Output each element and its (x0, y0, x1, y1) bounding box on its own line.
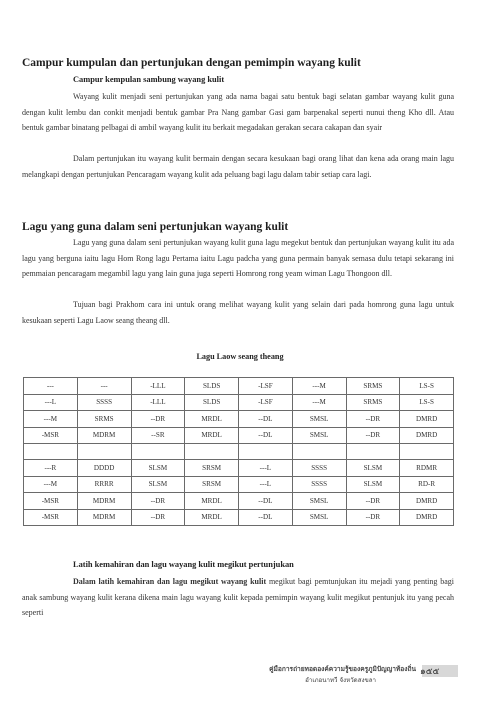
table-cell: SLDS (185, 378, 239, 395)
footer-subtitle: อำเภอนาทวี จังหวัดสงขลา (305, 677, 376, 684)
table-cell: SLSM (346, 476, 400, 493)
table-cell: SMSL (292, 509, 346, 526)
table-cell: SRMS (346, 378, 400, 395)
paragraph-lagu-yang-guna: Lagu yang guna dalam seni pertunjukan wayang kulit guna lagu megekut bentuk dan pertunjukan wayang kulit itu ada lagu yang berguna iaitu lagu Hom Rong lagu Pertama iaitu Lagu padcha yang guna permain banyak semasa dulu tetapi sekarang ini pemmaian pencaragam megambil lagu yang lain guna juga seperti Homrong rong yeam wiman Lagu Thongoon dll. (22, 238, 454, 278)
table-spacer-row (24, 444, 454, 460)
table-row (24, 427, 454, 444)
table-cell: LS-S (400, 378, 454, 395)
paragraph-dalam-pertunjukan: Dalam pertunjukan itu wayang kulit bermain dengan secara kesukaan bagi orang lihat dan kena ada orang main lagu melangkapi dengan pertunjukan Pencaragam wayang kulit ada peluang bagi lagu dalam tabir setiap cara lagi. (22, 154, 454, 179)
table-cell: SMSL (292, 427, 346, 444)
table-cell: SRSM (185, 476, 239, 493)
table-cell: --SR (131, 427, 185, 444)
footer-title: คู่มือการถ่ายทอดองค์ความรู้ของครูภูมิปัญญาท้องถิ่น (269, 665, 416, 673)
table-cell: ---M (24, 411, 78, 428)
table-cell: --DL (239, 411, 293, 428)
table-cell: ---M (292, 394, 346, 411)
table-cell: MRDL (185, 411, 239, 428)
table-cell: SRMS (346, 394, 400, 411)
table-cell: -MSR (24, 427, 78, 444)
table-row (24, 476, 454, 493)
notation-table-body (24, 378, 454, 526)
table-cell: -MSR (24, 493, 78, 510)
subheading-campur-kempulan: Campur kempulan sambung wayang kulit (73, 75, 225, 84)
table-cell: --DL (239, 509, 293, 526)
table-cell: DMRD (400, 493, 454, 510)
section-heading-campur: Campur kumpulan dan pertunjukan dengan pemimpin wayang kulit (22, 57, 361, 69)
table-caption: Lagu Laow seang theang (196, 352, 284, 361)
table-cell: --- (77, 378, 131, 395)
table-cell: SSSS (77, 394, 131, 411)
paragraph-latih (22, 574, 454, 621)
table-row (24, 394, 454, 411)
table-cell: RD-R (400, 476, 454, 493)
table-cell: SSSS (292, 476, 346, 493)
table-cell: SLDS (185, 394, 239, 411)
table-cell: -LLL (131, 394, 185, 411)
table-cell: MDRM (77, 509, 131, 526)
table-cell: SSSS (292, 460, 346, 477)
table-cell: SRSM (185, 460, 239, 477)
table-cell-empty (346, 444, 400, 460)
table-cell-empty (239, 444, 293, 460)
table-cell: ---R (24, 460, 78, 477)
table-cell: DDDD (77, 460, 131, 477)
table-cell-empty (77, 444, 131, 460)
table-cell: ---L (239, 476, 293, 493)
table-cell: --- (24, 378, 78, 395)
table-cell: SLSM (346, 460, 400, 477)
table-cell: ---L (239, 460, 293, 477)
footer (269, 663, 416, 685)
table-cell: ---L (24, 394, 78, 411)
table-cell: --DL (239, 493, 293, 510)
table-cell: SLSM (131, 476, 185, 493)
paragraph-wayang-kulit: Wayang kulit menjadi seni pertunjukan yang ada nama bagai satu bentuk bagi selatan gambar wayang kulit guna dengan kulit lembu dan conkit menjadi bentuk gambar Pra Nang gambar Gasi gam barpenakal seperti nunui theng Kho dll. Atau bentuk gambar binatang pelbagai di ambil wayang kulit itu berkait megadakan gerakan secara cakapan dan syair (22, 92, 454, 132)
table-cell: --DR (346, 509, 400, 526)
table-cell: --DR (131, 411, 185, 428)
page-number: ๑๕๕ (420, 667, 440, 677)
table-cell: RDMR (400, 460, 454, 477)
table-cell: MDRM (77, 427, 131, 444)
table-cell: MRDL (185, 427, 239, 444)
table-cell: ---M (292, 378, 346, 395)
table-cell: SMSL (292, 411, 346, 428)
notation-table (23, 377, 454, 526)
page-number-tab (422, 665, 458, 677)
table-cell: -MSR (24, 509, 78, 526)
table-cell: DMRD (400, 411, 454, 428)
table-cell: RRRR (77, 476, 131, 493)
table-cell: --DR (131, 509, 185, 526)
table-cell-empty (24, 444, 78, 460)
table-row (24, 378, 454, 395)
table-cell: -LLL (131, 378, 185, 395)
section-heading-latih: Latih kemahiran dan lagu wayang kulit megikut pertunjukan (73, 560, 294, 569)
table-cell: --DL (239, 427, 293, 444)
table-cell: DMRD (400, 427, 454, 444)
table-cell-empty (292, 444, 346, 460)
section-heading-lagu: Lagu yang guna dalam seni pertunjukan wayang kulit (22, 221, 289, 233)
table-cell: MDRM (77, 493, 131, 510)
table-cell: LS-S (400, 394, 454, 411)
table-cell: SLSM (131, 460, 185, 477)
paragraph-latih-lead: Dalam latih kemahiran dan lagu megikut wayang kulit (73, 577, 267, 586)
table-cell: -LSF (239, 378, 293, 395)
table-cell: ---M (24, 476, 78, 493)
paragraph-tujuan: Tujuan bagi Prakhom cara ini untuk orang melihat wayang kulit yang selain dari pada homrong guna lagu untuk kesukaan seperti Lagu Laow seang theang dll. (22, 300, 454, 325)
table-row (24, 509, 454, 526)
table-cell: MRDL (185, 493, 239, 510)
table-cell: -LSF (239, 394, 293, 411)
table-cell-empty (400, 444, 454, 460)
table-cell: MRDL (185, 509, 239, 526)
table-row (24, 460, 454, 477)
table-row (24, 411, 454, 428)
table-cell: --DR (346, 493, 400, 510)
table-cell: --DR (131, 493, 185, 510)
table-cell: SMSL (292, 493, 346, 510)
table-cell: --DR (346, 427, 400, 444)
table-cell: SRMS (77, 411, 131, 428)
table-cell: --DR (346, 411, 400, 428)
table-row (24, 493, 454, 510)
table-cell: DMRD (400, 509, 454, 526)
table-cell-empty (131, 444, 185, 460)
table-cell-empty (185, 444, 239, 460)
paragraph-latih-rest: megikut bagi pemtunjukan itu mejadi yang penting bagi anak sambung wayang kulit kerana dikena main lagu wayang kulit kepada pemimpin wayang kulit megikut pentunjuk itu yang pecah seperti (22, 577, 454, 617)
